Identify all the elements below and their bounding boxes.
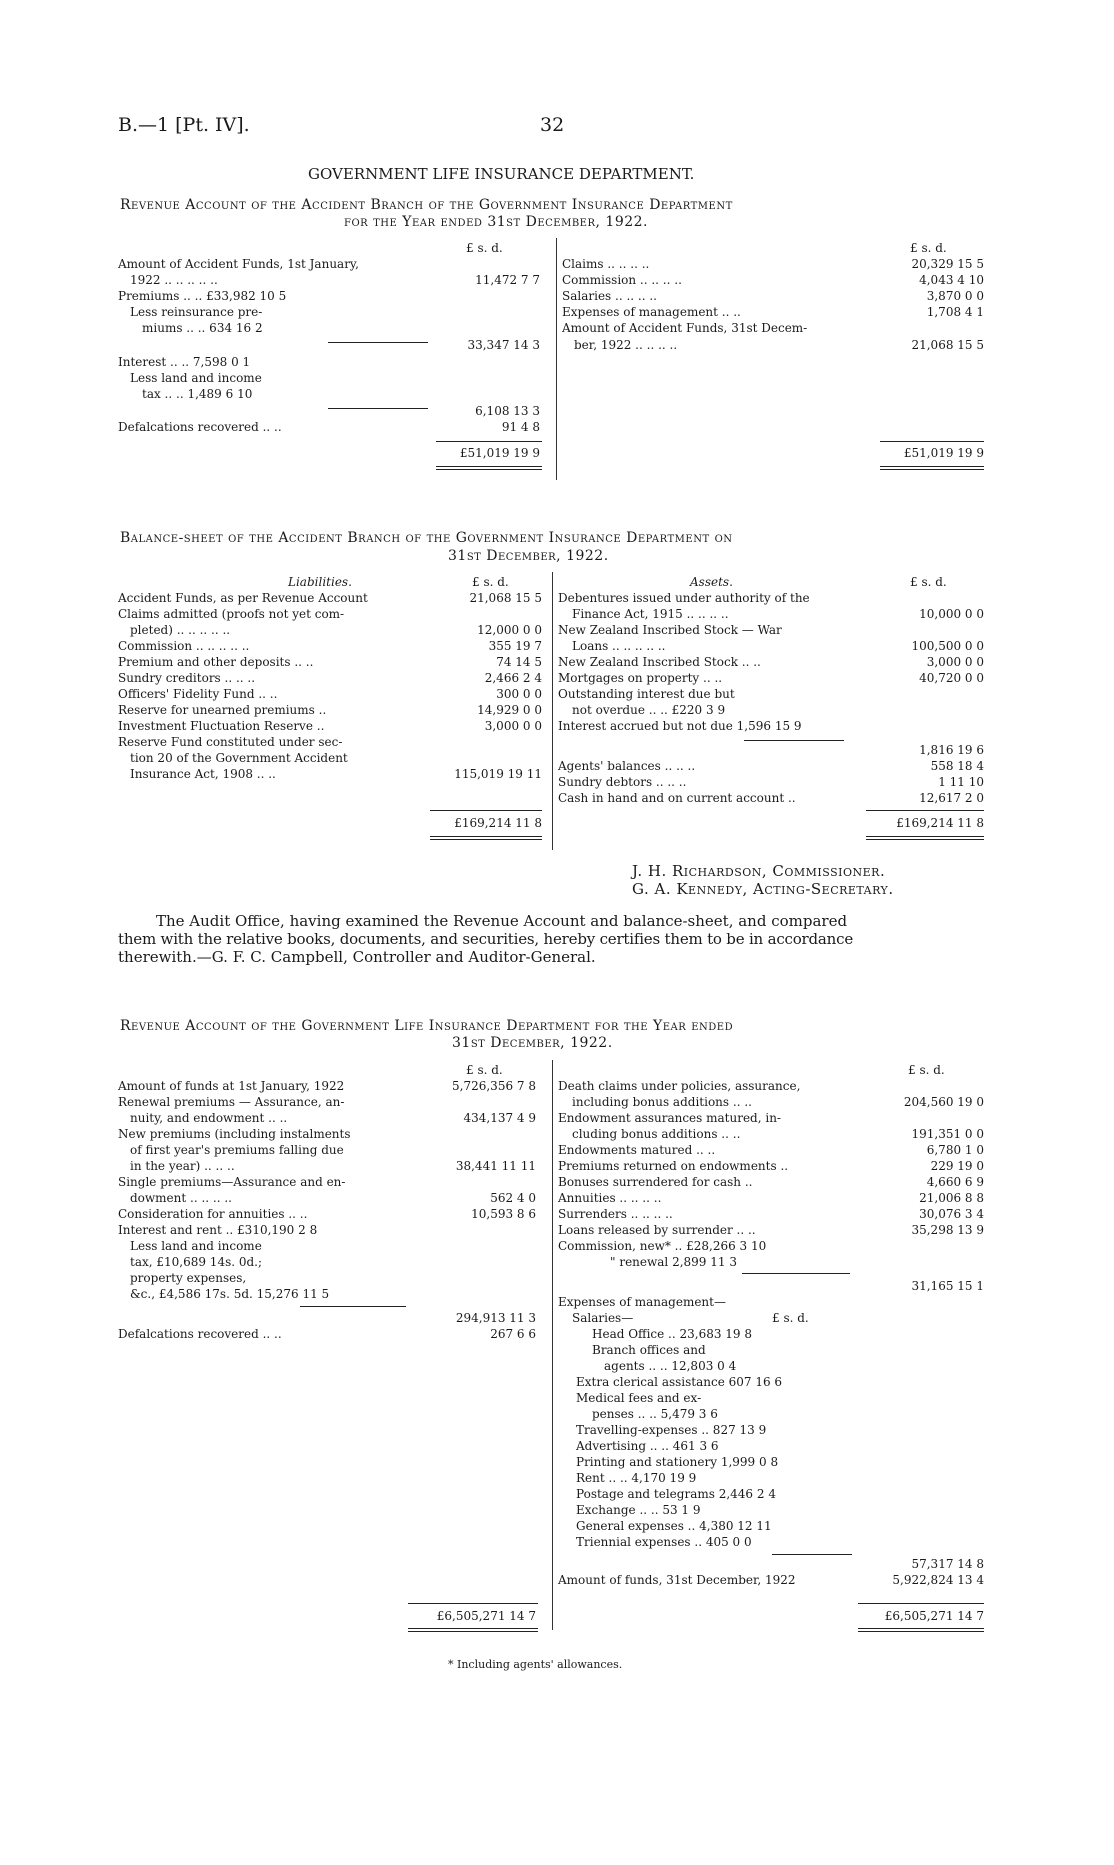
life-revenue-right-money-header: £ s. d. xyxy=(908,1063,945,1077)
balance-sheet-title: Balance-sheet of the Accident Branch of the Government Insurance Department on xyxy=(120,530,733,546)
accident-revenue-left-item: Defalcations recovered .. .. xyxy=(118,420,282,434)
accident-revenue-left-item: Amount of Accident Funds, 1st January, xyxy=(118,257,359,271)
accident-revenue-left-item: Premiums .. .. £33,982 10 5 xyxy=(118,289,287,303)
asset-item: New Zealand Inscribed Stock .. .. xyxy=(558,655,761,669)
life-revenue-left-item: Single premiums—Assurance and en- xyxy=(118,1175,346,1189)
life-revenue-left-amount: 562 4 0 xyxy=(490,1191,536,1205)
asset-item: Interest accrued but not due 1,596 15 9 xyxy=(558,719,802,733)
liability-item: Premium and other deposits .. .. xyxy=(118,655,314,669)
expense-item: agents .. .. 12,803 0 4 xyxy=(604,1359,737,1373)
accident-revenue-left-amount: 6,108 13 3 xyxy=(475,404,540,418)
life-revenue-left-item: Renewal premiums — Assurance, an- xyxy=(118,1095,345,1109)
accident-revenue-right-item: Claims .. .. .. .. xyxy=(562,257,650,271)
expenses-header: Expenses of management— xyxy=(558,1295,726,1309)
life-revenue-right-item: Commission, new* .. £28,266 3 10 xyxy=(558,1239,767,1253)
liability-item: Reserve for unearned premiums .. xyxy=(118,703,327,717)
department-title: GOVERNMENT LIFE INSURANCE DEPARTMENT. xyxy=(308,165,695,183)
life-revenue-right-amount: 30,076 3 4 xyxy=(919,1207,984,1221)
liability-item: pleted) .. .. .. .. .. xyxy=(130,623,231,637)
expense-item: Exchange .. .. 53 1 9 xyxy=(576,1503,701,1517)
expense-item: Head Office .. 23,683 19 8 xyxy=(592,1327,753,1341)
life-revenue-right-item: Loans released by surrender .. .. xyxy=(558,1223,756,1237)
expense-item: Travelling-expenses .. 827 13 9 xyxy=(576,1423,767,1437)
life-revenue-left-total: £6,505,271 14 7 xyxy=(436,1609,536,1623)
asset-amount: 3,000 0 0 xyxy=(926,655,984,669)
life-revenue-right-amount: 204,560 19 0 xyxy=(903,1095,984,1109)
accident-revenue-left-amount: 33,347 14 3 xyxy=(467,338,540,352)
liability-amount: 355 19 7 xyxy=(488,639,542,653)
asset-item: Loans .. .. .. .. .. xyxy=(572,639,666,653)
life-revenue-right-amount: 6,780 1 0 xyxy=(926,1143,984,1157)
life-revenue-left-money-header: £ s. d. xyxy=(466,1063,503,1077)
expense-item: Postage and telegrams 2,446 2 4 xyxy=(576,1487,776,1501)
accident-revenue-left-item: tax .. .. 1,489 6 10 xyxy=(142,387,253,401)
life-revenue-left-item: Interest and rent .. £310,190 2 8 xyxy=(118,1223,318,1237)
liability-item: tion 20 of the Government Accident xyxy=(130,751,348,765)
assets-money-header: £ s. d. xyxy=(910,575,947,589)
accident-revenue-right-amount: 21,068 15 5 xyxy=(911,338,984,352)
liability-amount: 12,000 0 0 xyxy=(477,623,542,637)
asset-amount: 40,720 0 0 xyxy=(919,671,984,685)
asset-item: Cash in hand and on current account .. xyxy=(558,791,796,805)
life-revenue-right-item: cluding bonus additions .. .. xyxy=(572,1127,741,1141)
asset-item: not overdue .. .. £220 3 9 xyxy=(572,703,726,717)
liability-amount: 14,929 0 0 xyxy=(477,703,542,717)
life-revenue-left-item: Amount of funds at 1st January, 1922 xyxy=(118,1079,345,1093)
life-revenue-left-item: Consideration for annuities .. .. xyxy=(118,1207,308,1221)
asset-amount: 1 11 10 xyxy=(938,775,984,789)
funds-end-amount: 5,922,824 13 4 xyxy=(892,1573,984,1587)
asset-item: Agents' balances .. .. .. xyxy=(558,759,696,773)
life-revenue-left-item: nuity, and endowment .. .. xyxy=(130,1111,288,1125)
life-revenue-left-amount: 267 6 6 xyxy=(490,1327,536,1341)
liability-amount: 115,019 19 11 xyxy=(454,767,542,781)
life-revenue-right-total: £6,505,271 14 7 xyxy=(884,1609,984,1623)
expense-item: Triennial expenses .. 405 0 0 xyxy=(576,1535,752,1549)
asset-amount: 12,617 2 0 xyxy=(919,791,984,805)
asset-amount: 100,500 0 0 xyxy=(911,639,984,653)
expense-item: Printing and stationery 1,999 0 8 xyxy=(576,1455,779,1469)
liability-item: Investment Fluctuation Reserve .. xyxy=(118,719,325,733)
balance-sheet-subtitle: 31st December, 1922. xyxy=(448,548,609,564)
expense-item: Advertising .. .. 461 3 6 xyxy=(576,1439,719,1453)
asset-amount: 558 18 4 xyxy=(930,759,984,773)
accident-revenue-right-item: Commission .. .. .. .. xyxy=(562,273,682,287)
liability-item: Reserve Fund constituted under sec- xyxy=(118,735,343,749)
life-revenue-left-item: &c., £4,586 17s. 5d. 15,276 11 5 xyxy=(130,1287,330,1301)
audit-certificate: them with the relative books, documents, and securities, hereby certifies them to be in accordance xyxy=(118,930,854,948)
accident-revenue-left-item: miums .. .. 634 16 2 xyxy=(142,321,263,335)
accident-revenue-right-item: Salaries .. .. .. .. xyxy=(562,289,657,303)
expense-item: Medical fees and ex- xyxy=(576,1391,702,1405)
liability-item: Sundry creditors .. .. .. xyxy=(118,671,256,685)
accident-revenue-right-item: Expenses of management .. .. xyxy=(562,305,741,319)
liability-item: Insurance Act, 1908 .. .. xyxy=(130,767,276,781)
accident-revenue-left-amount: 11,472 7 7 xyxy=(475,273,540,287)
accident-revenue-right-amount: 3,870 0 0 xyxy=(926,289,984,303)
footnote: * Including agents' allowances. xyxy=(448,1658,623,1671)
life-revenue-right-item: Endowment assurances matured, in- xyxy=(558,1111,781,1125)
salaries-header: Salaries— xyxy=(572,1311,634,1325)
liability-amount: 300 0 0 xyxy=(496,687,542,701)
liability-amount: 21,068 15 5 xyxy=(469,591,542,605)
assets-header: Assets. xyxy=(690,575,733,589)
liabilities-total: £169,214 11 8 xyxy=(454,816,542,830)
liabilities-money-header: £ s. d. xyxy=(472,575,509,589)
asset-item: New Zealand Inscribed Stock — War xyxy=(558,623,782,637)
life-revenue-right-item: including bonus additions .. .. xyxy=(572,1095,752,1109)
asset-item: Finance Act, 1915 .. .. .. .. xyxy=(572,607,729,621)
expense-item: Branch offices and xyxy=(592,1343,706,1357)
life-revenue-right-amount: 229 19 0 xyxy=(930,1159,984,1173)
expense-item: Rent .. .. 4,170 19 9 xyxy=(576,1471,697,1485)
life-revenue-right-item: Annuities .. .. .. .. xyxy=(558,1191,662,1205)
life-revenue-right-amount: 35,298 13 9 xyxy=(911,1223,984,1237)
life-revenue-left-amount: 294,913 11 3 xyxy=(455,1311,536,1325)
accident-revenue-left-total: £51,019 19 9 xyxy=(459,446,540,460)
liabilities-header: Liabilities. xyxy=(288,575,352,589)
accident-revenue-left-item: Less land and income xyxy=(130,371,262,385)
accident-revenue-left-item: 1922 .. .. .. .. .. xyxy=(130,273,218,287)
life-revenue-right-item: Premiums returned on endowments .. xyxy=(558,1159,789,1173)
life-revenue-left-item: tax, £10,689 14s. 0d.; xyxy=(130,1255,263,1269)
life-revenue-left-item: Defalcations recovered .. .. xyxy=(118,1327,282,1341)
life-revenue-left-amount: 5,726,356 7 8 xyxy=(452,1079,536,1093)
life-revenue-right-item: Surrenders .. .. .. .. xyxy=(558,1207,673,1221)
life-revenue-right-item: Bonuses surrendered for cash .. xyxy=(558,1175,753,1189)
life-revenue-left-item: dowment .. .. .. .. xyxy=(130,1191,232,1205)
life-revenue-left-item: Less land and income xyxy=(130,1239,262,1253)
asset-amount: 10,000 0 0 xyxy=(919,607,984,621)
liability-amount: 2,466 2 4 xyxy=(484,671,542,685)
life-revenue-left-item: in the year) .. .. .. xyxy=(130,1159,235,1173)
audit-certificate: The Audit Office, having examined the Revenue Account and balance-sheet, and compared xyxy=(156,912,848,930)
life-revenue-right-item: Endowments matured .. .. xyxy=(558,1143,716,1157)
assets-total: £169,214 11 8 xyxy=(896,816,984,830)
commissioner-signature: J. H. Richardson, Commissioner. xyxy=(632,862,886,880)
life-revenue-right-amount: 31,165 15 1 xyxy=(911,1279,984,1293)
accident-revenue-right-amount: 20,329 15 5 xyxy=(911,257,984,271)
life-revenue-right-item: " renewal 2,899 11 3 xyxy=(610,1255,737,1269)
life-revenue-left-amount: 38,441 11 11 xyxy=(455,1159,536,1173)
expenses-total: 57,317 14 8 xyxy=(911,1557,984,1571)
life-revenue-title: Revenue Account of the Government Life Insurance Department for the Year ended xyxy=(120,1018,734,1034)
accident-revenue-left-item: Interest .. .. 7,598 0 1 xyxy=(118,355,251,369)
expense-item: Extra clerical assistance 607 16 6 xyxy=(576,1375,783,1389)
accident-revenue-right-money-header: £ s. d. xyxy=(910,241,947,255)
audit-certificate: therewith.—G. F. C. Campbell, Controller and Auditor-General. xyxy=(118,948,596,966)
expense-item: penses .. .. 5,479 3 6 xyxy=(592,1407,718,1421)
accident-revenue-right-total: £51,019 19 9 xyxy=(903,446,984,460)
accident-revenue-right-item: ber, 1922 .. .. .. .. xyxy=(574,338,678,352)
life-revenue-right-amount: 4,660 6 9 xyxy=(926,1175,984,1189)
funds-end-label: Amount of funds, 31st December, 1922 xyxy=(558,1573,796,1587)
accident-revenue-title: Revenue Account of the Accident Branch of the Government Insurance Department xyxy=(120,197,733,213)
asset-item: Debentures issued under authority of the xyxy=(558,591,810,605)
accident-revenue-right-amount: 1,708 4 1 xyxy=(926,305,984,319)
life-revenue-left-item: property expenses, xyxy=(130,1271,247,1285)
life-revenue-right-item: Death claims under policies, assurance, xyxy=(558,1079,801,1093)
liability-item: Accident Funds, as per Revenue Account xyxy=(118,591,368,605)
asset-item: Outstanding interest due but xyxy=(558,687,735,701)
liability-item: Claims admitted (proofs not yet com- xyxy=(118,607,345,621)
liability-amount: 3,000 0 0 xyxy=(484,719,542,733)
life-revenue-right-amount: 21,006 8 8 xyxy=(919,1191,984,1205)
accident-revenue-subtitle: for the Year ended 31st December, 1922. xyxy=(344,214,648,230)
life-revenue-subtitle: 31st December, 1922. xyxy=(452,1035,613,1051)
liability-amount: 74 14 5 xyxy=(496,655,542,669)
secretary-signature: G. A. Kennedy, Acting-Secretary. xyxy=(632,880,894,898)
liability-item: Commission .. .. .. .. .. xyxy=(118,639,250,653)
life-revenue-left-amount: 434,137 4 9 xyxy=(463,1111,536,1125)
page-reference: B.—1 [Pt. IV]. xyxy=(118,114,250,136)
accident-revenue-left-amount: 91 4 8 xyxy=(501,420,540,434)
accident-revenue-right-amount: 4,043 4 10 xyxy=(919,273,984,287)
liability-item: Officers' Fidelity Fund .. .. xyxy=(118,687,278,701)
life-revenue-left-item: of first year's premiums falling due xyxy=(130,1143,344,1157)
expense-item: General expenses .. 4,380 12 11 xyxy=(576,1519,772,1533)
accident-revenue-left-item: Less reinsurance pre- xyxy=(130,305,263,319)
life-revenue-left-amount: 10,593 8 6 xyxy=(471,1207,536,1221)
accident-revenue-right-item: Amount of Accident Funds, 31st Decem- xyxy=(562,321,808,335)
asset-item: Sundry debtors .. .. .. xyxy=(558,775,687,789)
life-revenue-left-item: New premiums (including instalments xyxy=(118,1127,351,1141)
accident-revenue-left-money-header: £ s. d. xyxy=(466,241,503,255)
asset-amount: 1,816 19 6 xyxy=(919,743,984,757)
expenses-money-header: £ s. d. xyxy=(772,1311,809,1325)
asset-item: Mortgages on property .. .. xyxy=(558,671,723,685)
life-revenue-right-amount: 191,351 0 0 xyxy=(911,1127,984,1141)
page-number: 32 xyxy=(540,114,565,136)
